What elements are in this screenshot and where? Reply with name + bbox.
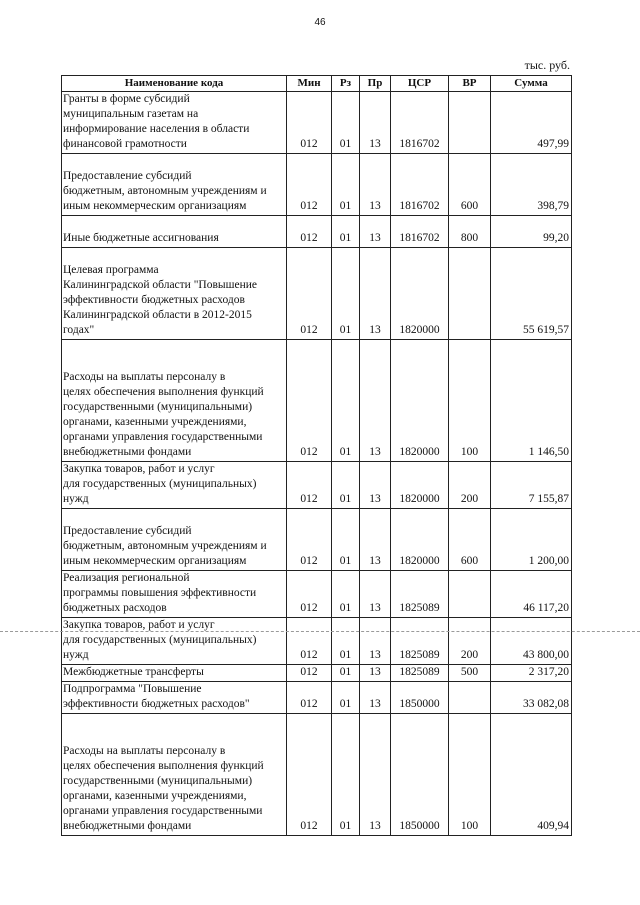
row-name: Целевая программа Калининградской области "Повышение эффективности бюджетных расходов Калининградской области в 2012-2015 годах" bbox=[62, 248, 287, 340]
row-name: Межбюджетные трансферты bbox=[62, 665, 287, 682]
row-min: 012 bbox=[287, 714, 332, 836]
row-min: 012 bbox=[287, 682, 332, 714]
row-vr: 600 bbox=[449, 509, 491, 571]
row-name: Гранты в форме субсидий муниципальным газетам на информирование населения в области финансовой грамотности bbox=[62, 92, 287, 154]
row-sum: 497,99 bbox=[491, 92, 572, 154]
row-sum: 1 146,50 bbox=[491, 340, 572, 462]
row-csr: 1816702 bbox=[391, 154, 449, 216]
table-row bbox=[62, 618, 572, 665]
row-sum: 409,94 bbox=[491, 714, 572, 836]
row-pr: 13 bbox=[360, 714, 391, 836]
row-pr: 13 bbox=[360, 92, 391, 154]
row-sum: 398,79 bbox=[491, 154, 572, 216]
row-vr: 200 bbox=[449, 618, 491, 665]
row-csr: 1825089 bbox=[391, 571, 449, 618]
table-row bbox=[62, 665, 572, 682]
row-rz: 01 bbox=[332, 571, 360, 618]
header-min: Мин bbox=[287, 76, 332, 92]
table-row bbox=[62, 682, 572, 714]
table-header-row bbox=[62, 76, 572, 92]
table-row bbox=[62, 340, 572, 462]
row-sum: 1 200,00 bbox=[491, 509, 572, 571]
row-vr: 100 bbox=[449, 340, 491, 462]
row-rz: 01 bbox=[332, 618, 360, 665]
header-pr: Пр bbox=[360, 76, 391, 92]
row-rz: 01 bbox=[332, 340, 360, 462]
row-rz: 01 bbox=[332, 665, 360, 682]
row-pr: 13 bbox=[360, 462, 391, 509]
scan-dashed-line bbox=[0, 631, 640, 632]
row-min: 012 bbox=[287, 340, 332, 462]
row-min: 012 bbox=[287, 571, 332, 618]
row-vr: 500 bbox=[449, 665, 491, 682]
row-pr: 13 bbox=[360, 665, 391, 682]
table-row bbox=[62, 509, 572, 571]
row-sum: 43 800,00 bbox=[491, 618, 572, 665]
row-csr: 1820000 bbox=[391, 462, 449, 509]
row-name: Иные бюджетные ассигнования bbox=[62, 216, 287, 248]
row-sum: 7 155,87 bbox=[491, 462, 572, 509]
row-rz: 01 bbox=[332, 216, 360, 248]
budget-table bbox=[61, 75, 572, 836]
row-rz: 01 bbox=[332, 509, 360, 571]
table-row bbox=[62, 714, 572, 836]
row-csr: 1820000 bbox=[391, 509, 449, 571]
page-number: 46 bbox=[314, 17, 326, 28]
row-pr: 13 bbox=[360, 248, 391, 340]
row-rz: 01 bbox=[332, 248, 360, 340]
row-name: Реализация региональной программы повышения эффективности бюджетных расходов bbox=[62, 571, 287, 618]
row-sum: 46 117,20 bbox=[491, 571, 572, 618]
row-name: Закупка товаров, работ и услуг для государственных (муниципальных) нужд bbox=[62, 462, 287, 509]
row-name: Расходы на выплаты персоналу в целях обеспечения выполнения функций государственными (муниципальными) органами, казенными учреждениями, органами управления государственными внебюджетными фондами bbox=[62, 714, 287, 836]
row-csr: 1816702 bbox=[391, 92, 449, 154]
header-vr: ВР bbox=[449, 76, 491, 92]
row-pr: 13 bbox=[360, 571, 391, 618]
units-label: тыс. руб. bbox=[524, 58, 570, 72]
row-vr bbox=[449, 682, 491, 714]
row-sum: 33 082,08 bbox=[491, 682, 572, 714]
row-pr: 13 bbox=[360, 618, 391, 665]
row-vr: 800 bbox=[449, 216, 491, 248]
row-sum: 99,20 bbox=[491, 216, 572, 248]
row-vr bbox=[449, 571, 491, 618]
row-min: 012 bbox=[287, 618, 332, 665]
row-sum: 55 619,57 bbox=[491, 248, 572, 340]
row-rz: 01 bbox=[332, 714, 360, 836]
table-row bbox=[62, 92, 572, 154]
row-min: 012 bbox=[287, 154, 332, 216]
row-rz: 01 bbox=[332, 154, 360, 216]
row-rz: 01 bbox=[332, 92, 360, 154]
row-min: 012 bbox=[287, 509, 332, 571]
header-rz: Рз bbox=[332, 76, 360, 92]
row-min: 012 bbox=[287, 248, 332, 340]
header-sum: Сумма bbox=[491, 76, 572, 92]
row-sum: 2 317,20 bbox=[491, 665, 572, 682]
row-vr: 100 bbox=[449, 714, 491, 836]
table-row bbox=[62, 154, 572, 216]
row-csr: 1850000 bbox=[391, 682, 449, 714]
row-vr bbox=[449, 92, 491, 154]
row-pr: 13 bbox=[360, 340, 391, 462]
row-min: 012 bbox=[287, 462, 332, 509]
row-pr: 13 bbox=[360, 682, 391, 714]
row-name: Подпрограмма "Повышение эффективности бюджетных расходов" bbox=[62, 682, 287, 714]
row-pr: 13 bbox=[360, 509, 391, 571]
row-csr: 1820000 bbox=[391, 340, 449, 462]
row-name: Закупка товаров, работ и услуг для государственных (муниципальных) нужд bbox=[62, 618, 287, 665]
row-csr: 1825089 bbox=[391, 618, 449, 665]
row-csr: 1825089 bbox=[391, 665, 449, 682]
row-name: Предоставление субсидий бюджетным, автономным учреждениям и иным некоммерческим организациям bbox=[62, 509, 287, 571]
row-min: 012 bbox=[287, 92, 332, 154]
table-row bbox=[62, 462, 572, 509]
row-pr: 13 bbox=[360, 154, 391, 216]
row-name: Предоставление субсидий бюджетным, автономным учреждениям и иным некоммерческим организациям bbox=[62, 154, 287, 216]
row-vr: 600 bbox=[449, 154, 491, 216]
row-vr bbox=[449, 248, 491, 340]
row-csr: 1816702 bbox=[391, 216, 449, 248]
row-min: 012 bbox=[287, 216, 332, 248]
row-vr: 200 bbox=[449, 462, 491, 509]
header-name: Наименование кода bbox=[62, 76, 287, 92]
row-csr: 1820000 bbox=[391, 248, 449, 340]
row-min: 012 bbox=[287, 665, 332, 682]
header-csr: ЦСР bbox=[391, 76, 449, 92]
row-pr: 13 bbox=[360, 216, 391, 248]
table-row bbox=[62, 216, 572, 248]
row-name: Расходы на выплаты персоналу в целях обеспечения выполнения функций государственными (муниципальными) органами, казенными учреждениями, органами управления государственными внебюджетными фондами bbox=[62, 340, 287, 462]
table-row bbox=[62, 571, 572, 618]
table-row bbox=[62, 248, 572, 340]
row-csr: 1850000 bbox=[391, 714, 449, 836]
row-rz: 01 bbox=[332, 462, 360, 509]
row-rz: 01 bbox=[332, 682, 360, 714]
